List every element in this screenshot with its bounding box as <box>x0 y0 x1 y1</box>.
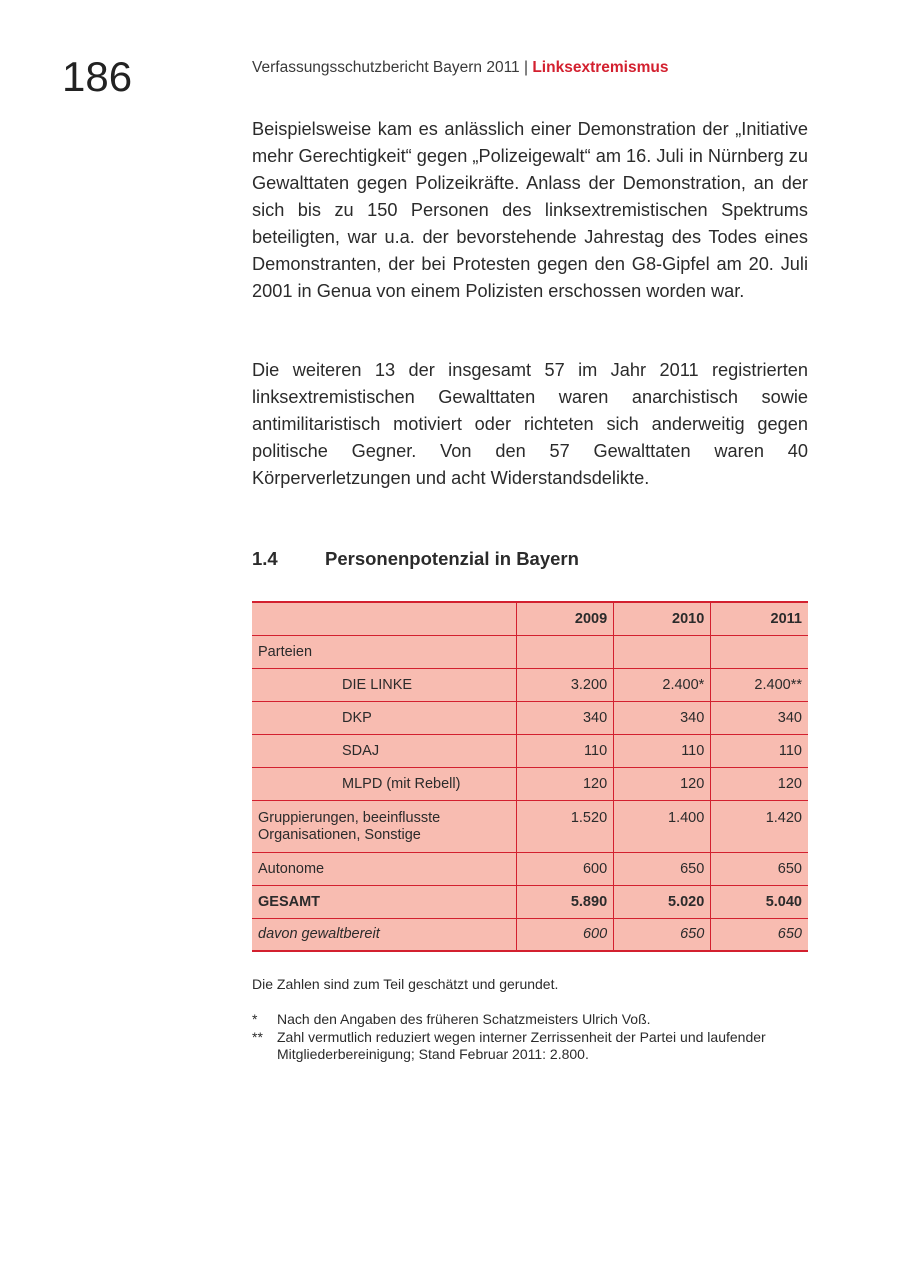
cell: 1.400 <box>614 800 711 852</box>
cell: 340 <box>711 701 808 734</box>
footnote-text: Nach den Angaben des früheren Schatzmeisters Ulrich Voß. <box>277 1011 651 1027</box>
cell: 650 <box>614 918 711 951</box>
table-row <box>252 852 808 885</box>
row-label: Autonome <box>252 852 516 885</box>
column-header: 2011 <box>711 602 808 635</box>
section-name: Linksextremismus <box>532 59 669 76</box>
body-paragraph: Beispielsweise kam es anlässlich einer Demonstration der „Initiative mehr Gerechtigkeit“ gegen „Polizeigewalt“ am 16. Juli in Nürnberg zu Gewalttaten gegen Polizeikräfte. Anlass der Demonstration, an der sich bis zu 150 Personen des linksextremistischen Spektrums beteiligten, war u.a. der bevorstehende Jahrestag des Todes eines Demonstranten, der bei Protesten gegen den G8-Gipfel am 20. Juli 2001 in Genua von einem Polizisten erschossen worden war. <box>252 119 808 301</box>
cell: 120 <box>516 767 613 800</box>
cell: 340 <box>516 701 613 734</box>
cell: 3.200 <box>516 668 613 701</box>
row-label-line: Organisationen, Sonstige <box>258 826 421 843</box>
table-note: Die Zahlen sind zum Teil geschätzt und gerundet. <box>252 976 559 992</box>
cell: 110 <box>516 734 613 767</box>
row-label: GESAMT <box>252 885 516 918</box>
footnote <box>252 1011 812 1029</box>
cell <box>711 635 808 668</box>
footnote-mark: ** <box>252 1028 263 1045</box>
cell: 110 <box>614 734 711 767</box>
row-label <box>252 800 516 852</box>
table-row <box>252 635 808 668</box>
section-heading <box>252 546 579 572</box>
cell: 600 <box>516 918 613 951</box>
cell: 120 <box>614 767 711 800</box>
page-number: 186 <box>62 53 133 100</box>
running-title: Verfassungsschutzbericht Bayern 2011 <box>252 59 520 76</box>
footnote <box>252 1029 812 1064</box>
cell: 1.520 <box>516 800 613 852</box>
row-label: DKP <box>252 701 516 734</box>
row-label: MLPD (mit Rebell) <box>252 767 516 800</box>
running-header <box>252 58 668 78</box>
column-header: 2009 <box>516 602 613 635</box>
table-row <box>252 767 808 800</box>
section-heading-title: Personenpotenzial in Bayern <box>325 548 579 569</box>
cell <box>516 635 613 668</box>
row-label: DIE LINKE <box>252 668 516 701</box>
cell: 120 <box>711 767 808 800</box>
personenpotenzial-table <box>252 601 808 952</box>
table-total-row <box>252 885 808 918</box>
cell: 2.400* <box>614 668 711 701</box>
cell: 650 <box>711 852 808 885</box>
cell: 2.400** <box>711 668 808 701</box>
cell: 5.040 <box>711 885 808 918</box>
table-row <box>252 701 808 734</box>
row-label-line: Gruppierungen, beeinflusste <box>258 809 441 826</box>
body-paragraph: Die weiteren 13 der insgesamt 57 im Jahr 2011 registrierten linksextremistischen Gewalttaten waren anarchistisch sowie antimilitaristisch motiviert oder richteten sich anderweitig gegen politische Gegner. Von den 57 Gewalttaten waren 40 Körperverletzungen und acht Widerstandsdelikte. <box>252 360 808 488</box>
cell: 600 <box>516 852 613 885</box>
table-row <box>252 800 808 852</box>
cell: 340 <box>614 701 711 734</box>
cell <box>614 635 711 668</box>
cell: 650 <box>614 852 711 885</box>
cell: 110 <box>711 734 808 767</box>
cell: 650 <box>711 918 808 951</box>
table-header-row <box>252 602 808 635</box>
section-heading-number: 1.4 <box>252 548 278 569</box>
row-label: davon gewaltbereit <box>252 918 516 951</box>
row-label: Parteien <box>252 635 516 668</box>
footnotes <box>252 1011 812 1064</box>
footnote-text: Zahl vermutlich reduziert wegen interner Zerrissenheit der Partei und laufender Mitgliederbereinigung; Stand Februar 2011: 2.800. <box>277 1028 766 1062</box>
cell: 5.890 <box>516 885 613 918</box>
table-header-empty <box>252 602 516 635</box>
column-header: 2010 <box>614 602 711 635</box>
table-row <box>252 734 808 767</box>
table-row <box>252 668 808 701</box>
cell: 5.020 <box>614 885 711 918</box>
cell: 1.420 <box>711 800 808 852</box>
header-separator: | <box>524 59 529 76</box>
footnote-mark: * <box>252 1011 258 1027</box>
row-label: SDAJ <box>252 734 516 767</box>
table-row <box>252 918 808 951</box>
